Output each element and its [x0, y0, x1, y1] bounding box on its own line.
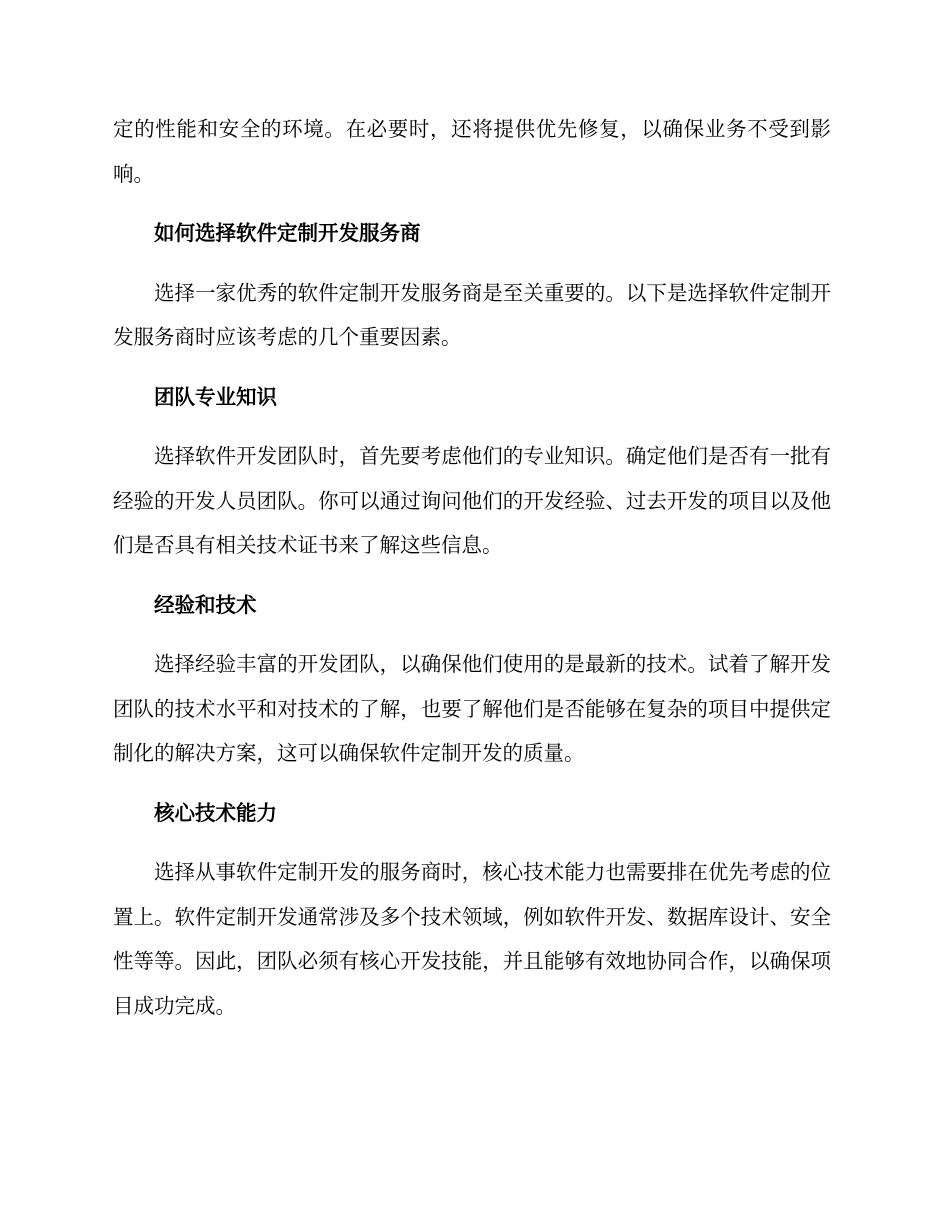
paragraph-core-capability: 选择从事软件定制开发的服务商时，核心技术能力也需要排在优先考虑的位置上。软件定制开发通常涉及多个技术领域，例如软件开发、数据库设计、安全性等等。因此，团队必须有核心开发技能，并且能够有效地协同合作，以确保项目成功完成。 [113, 860, 831, 1018]
section-heading-experience-technology: 经验和技术 [154, 592, 257, 617]
section-heading-choose-provider: 如何选择软件定制开发服务商 [154, 221, 421, 245]
section-heading-team-expertise: 团队专业知识 [154, 384, 277, 409]
section-heading-core-capability: 核心技术能力 [154, 800, 277, 825]
paragraph-team-expertise: 选择软件开发团队时，首先要考虑他们的专业知识。确定他们是否有一批有经验的开发人员团队。你可以通过询问他们的开发经验、过去开发的项目以及他们是否具有相关技术证书来了解这些信息。 [113, 444, 831, 557]
document-body [113, 107, 831, 1028]
paragraph-experience-technology: 选择经验丰富的开发团队，以确保他们使用的是最新的技术。试着了解开发团队的技术水平和对技术的了解，也要了解他们是否能够在复杂的项目中提供定制化的解决方案，这可以确保软件定制开发的质量。 [113, 652, 831, 765]
paragraph-choose-provider: 选择一家优秀的软件定制开发服务商是至关重要的。以下是选择软件定制开发服务商时应该考虑的几个重要因素。 [113, 280, 831, 349]
continuation-paragraph: 定的性能和安全的环境。在必要时，还将提供优先修复，以确保业务不受到影响。 [113, 117, 831, 186]
